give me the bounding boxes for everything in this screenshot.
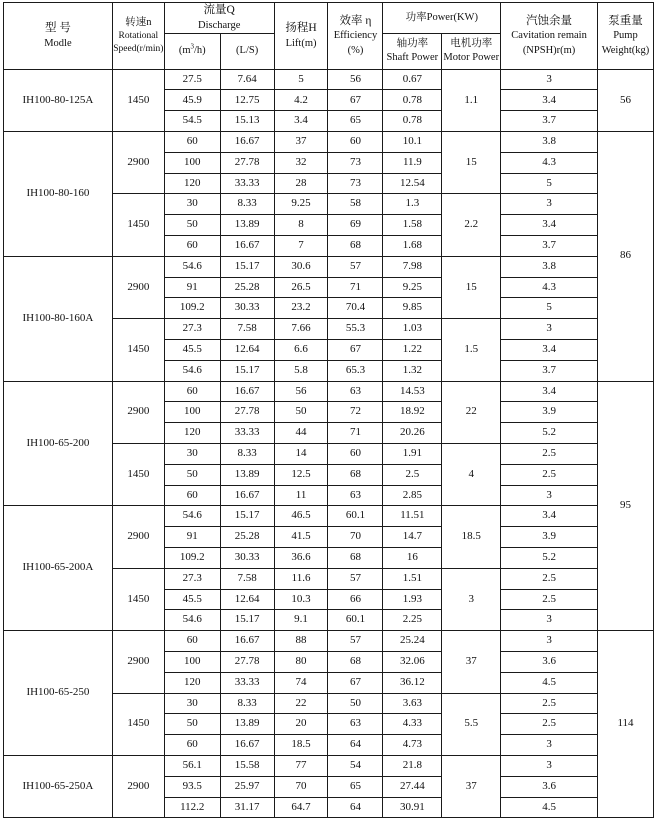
shaft-power-cell: 1.32 bbox=[383, 360, 442, 381]
flow-ls-cell: 15.17 bbox=[220, 360, 274, 381]
shaft-power-cell: 14.7 bbox=[383, 527, 442, 548]
npsh-cell: 4.3 bbox=[501, 277, 598, 298]
head-cell: 11.6 bbox=[274, 568, 328, 589]
shaft-power-cell: 0.78 bbox=[383, 111, 442, 132]
flow-ls-cell: 15.13 bbox=[220, 111, 274, 132]
shaft-power-cell: 10.1 bbox=[383, 132, 442, 153]
shaft-power-cell: 1.03 bbox=[383, 319, 442, 340]
motor-power-cell: 15 bbox=[442, 132, 501, 194]
header-speed-cn: 转速n bbox=[125, 16, 152, 28]
pump-performance-table bbox=[3, 2, 654, 818]
header-weight-cn: 泵重量 bbox=[608, 14, 643, 27]
flow-m3h-cell: 50 bbox=[164, 714, 220, 735]
efficiency-cell: 60 bbox=[328, 444, 383, 465]
motor-power-cell: 5.5 bbox=[442, 693, 501, 755]
npsh-cell: 3 bbox=[501, 735, 598, 756]
model-name-cell: IH100-65-250 bbox=[4, 631, 113, 756]
shaft-power-cell: 30.91 bbox=[383, 797, 442, 818]
efficiency-cell: 68 bbox=[328, 236, 383, 257]
flow-m3h-cell: 120 bbox=[164, 423, 220, 444]
flow-m3h-cell: 27.3 bbox=[164, 568, 220, 589]
flow-ls-cell: 16.67 bbox=[220, 236, 274, 257]
flow-m3h-cell: 54.6 bbox=[164, 256, 220, 277]
efficiency-cell: 57 bbox=[328, 631, 383, 652]
npsh-cell: 3.4 bbox=[501, 215, 598, 236]
head-cell: 77 bbox=[274, 755, 328, 776]
efficiency-cell: 64 bbox=[328, 797, 383, 818]
head-cell: 10.3 bbox=[274, 589, 328, 610]
shaft-power-cell: 1.3 bbox=[383, 194, 442, 215]
npsh-cell: 3 bbox=[501, 319, 598, 340]
efficiency-cell: 66 bbox=[328, 589, 383, 610]
shaft-power-cell: 20.26 bbox=[383, 423, 442, 444]
flow-ls-cell: 8.33 bbox=[220, 194, 274, 215]
head-cell: 70 bbox=[274, 776, 328, 797]
flow-ls-cell: 30.33 bbox=[220, 298, 274, 319]
flow-unit-m3-pre: (m bbox=[178, 45, 191, 57]
flow-ls-cell: 8.33 bbox=[220, 444, 274, 465]
shaft-power-cell: 7.98 bbox=[383, 256, 442, 277]
flow-m3h-cell: 91 bbox=[164, 277, 220, 298]
shaft-power-cell: 4.73 bbox=[383, 735, 442, 756]
flow-ls-cell: 25.28 bbox=[220, 277, 274, 298]
header-power-title: 功率Power(KW) bbox=[405, 11, 478, 23]
pump-weight-cell: 114 bbox=[597, 631, 653, 818]
flow-ls-cell: 8.33 bbox=[220, 693, 274, 714]
efficiency-cell: 67 bbox=[328, 672, 383, 693]
flow-m3h-cell: 30 bbox=[164, 194, 220, 215]
efficiency-cell: 50 bbox=[328, 693, 383, 714]
motor-power-cell: 3 bbox=[442, 568, 501, 630]
flow-m3h-cell: 60 bbox=[164, 485, 220, 506]
flow-ls-cell: 7.64 bbox=[220, 69, 274, 90]
npsh-cell: 2.5 bbox=[501, 464, 598, 485]
head-cell: 36.6 bbox=[274, 548, 328, 569]
flow-ls-cell: 13.89 bbox=[220, 714, 274, 735]
head-cell: 4.2 bbox=[274, 90, 328, 111]
flow-ls-cell: 33.33 bbox=[220, 672, 274, 693]
efficiency-cell: 63 bbox=[328, 381, 383, 402]
shaft-power-cell: 18.92 bbox=[383, 402, 442, 423]
flow-m3h-cell: 112.2 bbox=[164, 797, 220, 818]
npsh-cell: 3 bbox=[501, 69, 598, 90]
efficiency-cell: 65 bbox=[328, 111, 383, 132]
flow-m3h-cell: 30 bbox=[164, 693, 220, 714]
head-cell: 14 bbox=[274, 444, 328, 465]
efficiency-cell: 58 bbox=[328, 194, 383, 215]
header-npsh bbox=[501, 3, 598, 70]
table-row bbox=[4, 755, 654, 776]
head-cell: 3.4 bbox=[274, 111, 328, 132]
shaft-power-cell: 0.67 bbox=[383, 69, 442, 90]
shaft-power-cell: 2.25 bbox=[383, 610, 442, 631]
efficiency-cell: 60 bbox=[328, 132, 383, 153]
head-cell: 23.2 bbox=[274, 298, 328, 319]
npsh-cell: 3.8 bbox=[501, 256, 598, 277]
npsh-cell: 3 bbox=[501, 485, 598, 506]
header-model-cn: 型 号 bbox=[44, 22, 71, 34]
flow-ls-cell: 15.17 bbox=[220, 506, 274, 527]
head-cell: 9.1 bbox=[274, 610, 328, 631]
flow-m3h-cell: 45.9 bbox=[164, 90, 220, 111]
efficiency-cell: 57 bbox=[328, 256, 383, 277]
npsh-cell: 3 bbox=[501, 194, 598, 215]
shaft-power-cell: 9.25 bbox=[383, 277, 442, 298]
flow-ls-cell: 16.67 bbox=[220, 485, 274, 506]
head-cell: 7 bbox=[274, 236, 328, 257]
pump-weight-cell: 95 bbox=[597, 381, 653, 631]
efficiency-cell: 73 bbox=[328, 152, 383, 173]
npsh-cell: 2.5 bbox=[501, 693, 598, 714]
flow-ls-cell: 16.67 bbox=[220, 381, 274, 402]
header-head bbox=[274, 3, 328, 70]
npsh-cell: 3.4 bbox=[501, 340, 598, 361]
pump-weight-cell: 56 bbox=[597, 69, 653, 131]
efficiency-cell: 71 bbox=[328, 423, 383, 444]
header-flow-title: 流量Q bbox=[203, 4, 235, 16]
motor-power-cell: 4 bbox=[442, 444, 501, 506]
header-speed-en2: Speed(r/min) bbox=[113, 43, 164, 54]
flow-ls-cell: 25.28 bbox=[220, 527, 274, 548]
flow-m3h-cell: 56.1 bbox=[164, 755, 220, 776]
flow-ls-cell: 27.78 bbox=[220, 402, 274, 423]
head-cell: 46.5 bbox=[274, 506, 328, 527]
speed-cell: 1450 bbox=[112, 693, 164, 755]
efficiency-cell: 54 bbox=[328, 755, 383, 776]
motor-power-cell: 1.5 bbox=[442, 319, 501, 381]
header-model bbox=[4, 3, 113, 70]
npsh-cell: 3.6 bbox=[501, 652, 598, 673]
flow-ls-cell: 27.78 bbox=[220, 652, 274, 673]
flow-ls-cell: 25.97 bbox=[220, 776, 274, 797]
shaft-power-cell: 1.58 bbox=[383, 215, 442, 236]
head-cell: 5 bbox=[274, 69, 328, 90]
efficiency-cell: 69 bbox=[328, 215, 383, 236]
flow-m3h-cell: 120 bbox=[164, 173, 220, 194]
npsh-cell: 2.5 bbox=[501, 568, 598, 589]
npsh-cell: 3.4 bbox=[501, 381, 598, 402]
header-flow bbox=[164, 3, 274, 34]
shaft-power-cell: 16 bbox=[383, 548, 442, 569]
head-cell: 64.7 bbox=[274, 797, 328, 818]
header-eff-cn: 效率 η bbox=[339, 14, 372, 27]
flow-ls-cell: 15.17 bbox=[220, 256, 274, 277]
flow-m3h-cell: 60 bbox=[164, 236, 220, 257]
shaft-power-cell: 0.78 bbox=[383, 90, 442, 111]
flow-ls-cell: 27.78 bbox=[220, 152, 274, 173]
head-cell: 41.5 bbox=[274, 527, 328, 548]
flow-m3h-cell: 60 bbox=[164, 381, 220, 402]
table-row bbox=[4, 506, 654, 527]
shaft-power-cell: 27.44 bbox=[383, 776, 442, 797]
model-name-cell: IH100-80-125A bbox=[4, 69, 113, 131]
header-head-cn: 扬程H bbox=[285, 22, 317, 34]
efficiency-cell: 60.1 bbox=[328, 506, 383, 527]
header-flow-en: Discharge bbox=[198, 19, 241, 31]
header-motor-power bbox=[442, 33, 501, 69]
shaft-power-cell: 2.85 bbox=[383, 485, 442, 506]
efficiency-cell: 68 bbox=[328, 548, 383, 569]
flow-m3h-cell: 60 bbox=[164, 735, 220, 756]
head-cell: 18.5 bbox=[274, 735, 328, 756]
flow-m3h-cell: 54.6 bbox=[164, 360, 220, 381]
npsh-cell: 3.7 bbox=[501, 236, 598, 257]
flow-ls-cell: 33.33 bbox=[220, 423, 274, 444]
flow-m3h-cell: 100 bbox=[164, 402, 220, 423]
header-efficiency bbox=[328, 3, 383, 70]
npsh-cell: 3.7 bbox=[501, 360, 598, 381]
head-cell: 37 bbox=[274, 132, 328, 153]
npsh-cell: 2.5 bbox=[501, 714, 598, 735]
head-cell: 11 bbox=[274, 485, 328, 506]
npsh-cell: 5.2 bbox=[501, 423, 598, 444]
efficiency-cell: 63 bbox=[328, 714, 383, 735]
npsh-cell: 3 bbox=[501, 755, 598, 776]
npsh-cell: 5 bbox=[501, 298, 598, 319]
shaft-power-cell: 36.12 bbox=[383, 672, 442, 693]
header-motor-cn: 电机功率 bbox=[450, 38, 493, 50]
shaft-power-cell: 32.06 bbox=[383, 652, 442, 673]
model-name-cell: IH100-65-200A bbox=[4, 506, 113, 631]
flow-m3h-cell: 100 bbox=[164, 652, 220, 673]
motor-power-cell: 37 bbox=[442, 631, 501, 693]
header-speed-en1: Rotational bbox=[118, 31, 159, 42]
shaft-power-cell: 1.93 bbox=[383, 589, 442, 610]
header-shaft-en: Shaft Power bbox=[386, 52, 439, 64]
header-eff-en: Efficiency bbox=[333, 30, 378, 42]
motor-power-cell: 15 bbox=[442, 256, 501, 318]
speed-cell: 1450 bbox=[112, 69, 164, 131]
flow-m3h-cell: 45.5 bbox=[164, 589, 220, 610]
npsh-cell: 3.7 bbox=[501, 111, 598, 132]
efficiency-cell: 56 bbox=[328, 69, 383, 90]
flow-ls-cell: 15.58 bbox=[220, 755, 274, 776]
npsh-cell: 3.6 bbox=[501, 776, 598, 797]
model-name-cell: IH100-80-160 bbox=[4, 132, 113, 257]
flow-ls-cell: 12.64 bbox=[220, 589, 274, 610]
head-cell: 44 bbox=[274, 423, 328, 444]
flow-m3h-cell: 54.6 bbox=[164, 506, 220, 527]
head-cell: 22 bbox=[274, 693, 328, 714]
header-shaft-cn: 轴功率 bbox=[396, 38, 429, 50]
efficiency-cell: 65 bbox=[328, 776, 383, 797]
speed-cell: 1450 bbox=[112, 444, 164, 506]
head-cell: 80 bbox=[274, 652, 328, 673]
flow-ls-cell: 13.89 bbox=[220, 464, 274, 485]
head-cell: 50 bbox=[274, 402, 328, 423]
efficiency-cell: 71 bbox=[328, 277, 383, 298]
npsh-cell: 4.5 bbox=[501, 797, 598, 818]
header-npsh-unit: (NPSH)r(m) bbox=[522, 44, 576, 56]
flow-m3h-cell: 50 bbox=[164, 215, 220, 236]
header-flow-unit-m3h bbox=[164, 33, 220, 69]
head-cell: 28 bbox=[274, 173, 328, 194]
head-cell: 8 bbox=[274, 215, 328, 236]
npsh-cell: 3.9 bbox=[501, 402, 598, 423]
efficiency-cell: 68 bbox=[328, 464, 383, 485]
head-cell: 56 bbox=[274, 381, 328, 402]
flow-m3h-cell: 91 bbox=[164, 527, 220, 548]
flow-ls-cell: 33.33 bbox=[220, 173, 274, 194]
flow-ls-cell: 12.64 bbox=[220, 340, 274, 361]
efficiency-cell: 57 bbox=[328, 568, 383, 589]
speed-cell: 2900 bbox=[112, 506, 164, 568]
head-cell: 74 bbox=[274, 672, 328, 693]
header-motor-en: Motor Power bbox=[443, 52, 500, 64]
header-flow-unit-ls: (L/S) bbox=[220, 33, 274, 69]
head-cell: 30.6 bbox=[274, 256, 328, 277]
flow-m3h-cell: 109.2 bbox=[164, 298, 220, 319]
npsh-cell: 5.2 bbox=[501, 548, 598, 569]
npsh-cell: 4.3 bbox=[501, 152, 598, 173]
header-npsh-en: Cavitation remain bbox=[511, 30, 587, 42]
header-weight-en2: Weight(kg) bbox=[601, 44, 650, 56]
shaft-power-cell: 1.51 bbox=[383, 568, 442, 589]
shaft-power-cell: 1.68 bbox=[383, 236, 442, 257]
motor-power-cell: 37 bbox=[442, 755, 501, 817]
efficiency-cell: 55.3 bbox=[328, 319, 383, 340]
npsh-cell: 3.4 bbox=[501, 506, 598, 527]
shaft-power-cell: 3.63 bbox=[383, 693, 442, 714]
speed-cell: 1450 bbox=[112, 568, 164, 630]
efficiency-cell: 68 bbox=[328, 652, 383, 673]
flow-m3h-cell: 100 bbox=[164, 152, 220, 173]
efficiency-cell: 64 bbox=[328, 735, 383, 756]
head-cell: 5.8 bbox=[274, 360, 328, 381]
efficiency-cell: 67 bbox=[328, 340, 383, 361]
flow-m3h-cell: 45.5 bbox=[164, 340, 220, 361]
model-name-cell: IH100-65-200 bbox=[4, 381, 113, 506]
flow-ls-cell: 12.75 bbox=[220, 90, 274, 111]
flow-m3h-cell: 30 bbox=[164, 444, 220, 465]
header-weight bbox=[597, 3, 653, 70]
flow-ls-cell: 7.58 bbox=[220, 568, 274, 589]
table-row bbox=[4, 132, 654, 153]
shaft-power-cell: 1.22 bbox=[383, 340, 442, 361]
speed-cell: 1450 bbox=[112, 319, 164, 381]
npsh-cell: 3.4 bbox=[501, 90, 598, 111]
flow-unit-m3-sup: 3 bbox=[190, 42, 195, 51]
header-head-en: Lift(m) bbox=[285, 37, 317, 49]
header-model-en: Modle bbox=[44, 37, 72, 49]
flow-ls-cell: 30.33 bbox=[220, 548, 274, 569]
npsh-cell: 5 bbox=[501, 173, 598, 194]
table-row bbox=[4, 69, 654, 90]
shaft-power-cell: 11.9 bbox=[383, 152, 442, 173]
model-name-cell: IH100-80-160A bbox=[4, 256, 113, 381]
shaft-power-cell: 9.85 bbox=[383, 298, 442, 319]
npsh-cell: 3 bbox=[501, 610, 598, 631]
table-row bbox=[4, 256, 654, 277]
header-power bbox=[383, 3, 501, 34]
efficiency-cell: 67 bbox=[328, 90, 383, 111]
flow-ls-cell: 16.67 bbox=[220, 631, 274, 652]
npsh-cell: 2.5 bbox=[501, 444, 598, 465]
motor-power-cell: 22 bbox=[442, 381, 501, 443]
efficiency-cell: 70 bbox=[328, 527, 383, 548]
model-name-cell: IH100-65-250A bbox=[4, 755, 113, 817]
header-shaft-power bbox=[383, 33, 442, 69]
shaft-power-cell: 2.5 bbox=[383, 464, 442, 485]
efficiency-cell: 72 bbox=[328, 402, 383, 423]
shaft-power-cell: 25.24 bbox=[383, 631, 442, 652]
npsh-cell: 3 bbox=[501, 631, 598, 652]
motor-power-cell: 18.5 bbox=[442, 506, 501, 568]
speed-cell: 2900 bbox=[112, 631, 164, 693]
flow-m3h-cell: 27.3 bbox=[164, 319, 220, 340]
head-cell: 9.25 bbox=[274, 194, 328, 215]
flow-m3h-cell: 54.6 bbox=[164, 610, 220, 631]
speed-cell: 2900 bbox=[112, 381, 164, 443]
efficiency-cell: 70.4 bbox=[328, 298, 383, 319]
pump-weight-cell: 86 bbox=[597, 132, 653, 382]
flow-m3h-cell: 27.5 bbox=[164, 69, 220, 90]
head-cell: 32 bbox=[274, 152, 328, 173]
efficiency-cell: 63 bbox=[328, 485, 383, 506]
flow-ls-cell: 7.58 bbox=[220, 319, 274, 340]
flow-m3h-cell: 109.2 bbox=[164, 548, 220, 569]
flow-unit-m3-post: /h) bbox=[194, 45, 206, 57]
flow-m3h-cell: 120 bbox=[164, 672, 220, 693]
shaft-power-cell: 11.51 bbox=[383, 506, 442, 527]
flow-ls-cell: 16.67 bbox=[220, 132, 274, 153]
flow-m3h-cell: 60 bbox=[164, 631, 220, 652]
header-speed bbox=[112, 3, 164, 70]
head-cell: 88 bbox=[274, 631, 328, 652]
head-cell: 6.6 bbox=[274, 340, 328, 361]
shaft-power-cell: 4.33 bbox=[383, 714, 442, 735]
speed-cell: 2900 bbox=[112, 755, 164, 817]
motor-power-cell: 2.2 bbox=[442, 194, 501, 256]
head-cell: 7.66 bbox=[274, 319, 328, 340]
table-row bbox=[4, 631, 654, 652]
head-cell: 26.5 bbox=[274, 277, 328, 298]
shaft-power-cell: 14.53 bbox=[383, 381, 442, 402]
flow-m3h-cell: 60 bbox=[164, 132, 220, 153]
flow-m3h-cell: 54.5 bbox=[164, 111, 220, 132]
shaft-power-cell: 21.8 bbox=[383, 755, 442, 776]
npsh-cell: 2.5 bbox=[501, 589, 598, 610]
flow-m3h-cell: 50 bbox=[164, 464, 220, 485]
speed-cell: 2900 bbox=[112, 132, 164, 194]
shaft-power-cell: 1.91 bbox=[383, 444, 442, 465]
speed-cell: 1450 bbox=[112, 194, 164, 256]
flow-ls-cell: 13.89 bbox=[220, 215, 274, 236]
efficiency-cell: 73 bbox=[328, 173, 383, 194]
header-npsh-cn: 汽蚀余量 bbox=[526, 14, 573, 27]
head-cell: 12.5 bbox=[274, 464, 328, 485]
flow-ls-cell: 31.17 bbox=[220, 797, 274, 818]
head-cell: 20 bbox=[274, 714, 328, 735]
table-row bbox=[4, 381, 654, 402]
header-eff-unit: (%) bbox=[347, 44, 364, 56]
motor-power-cell: 1.1 bbox=[442, 69, 501, 131]
npsh-cell: 3.8 bbox=[501, 132, 598, 153]
header-weight-en1: Pump bbox=[613, 30, 638, 42]
flow-m3h-cell: 93.5 bbox=[164, 776, 220, 797]
flow-ls-cell: 16.67 bbox=[220, 735, 274, 756]
flow-ls-cell: 15.17 bbox=[220, 610, 274, 631]
efficiency-cell: 65.3 bbox=[328, 360, 383, 381]
efficiency-cell: 60.1 bbox=[328, 610, 383, 631]
npsh-cell: 4.5 bbox=[501, 672, 598, 693]
speed-cell: 2900 bbox=[112, 256, 164, 318]
shaft-power-cell: 12.54 bbox=[383, 173, 442, 194]
npsh-cell: 3.9 bbox=[501, 527, 598, 548]
